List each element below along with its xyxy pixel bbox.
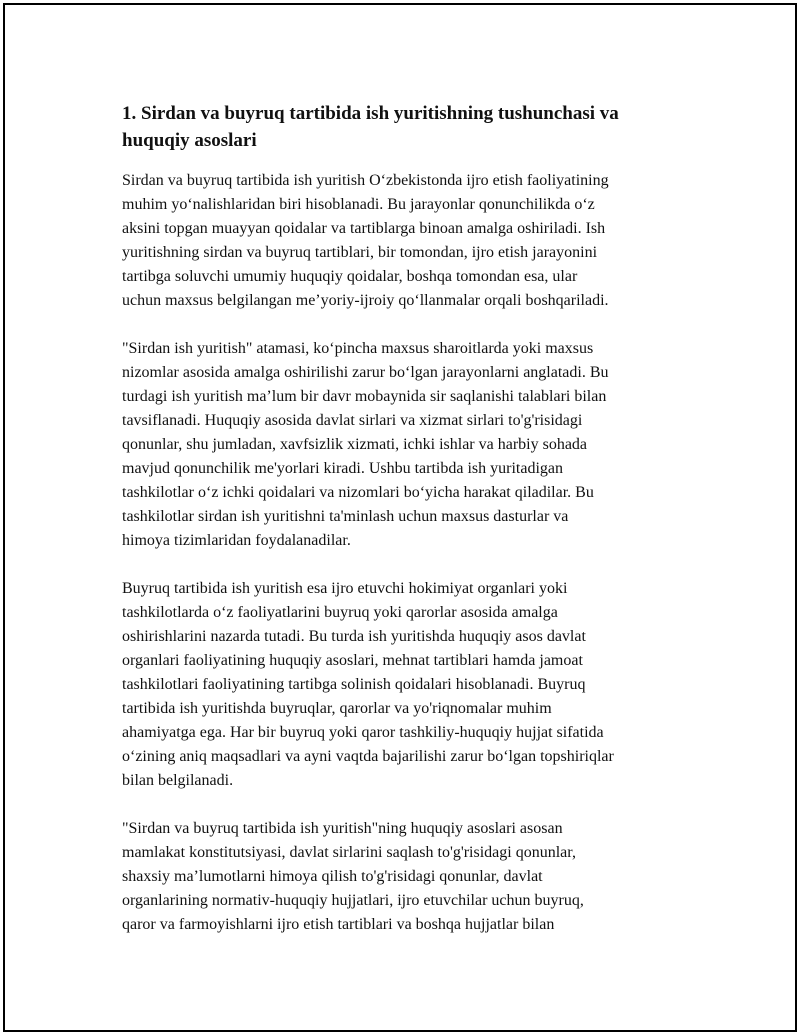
paragraph-4: "Sirdan va buyruq tartibida ish yuritish"ning huquqiy asoslari asosan mamlakat konstitutsiyasi, davlat sirlarini saqlash to'g'risidagi qonunlar, shaxsiy ma’lumotlarni himoya qilish to'g'risidagi qonunlar, davlat organlarining normativ-huquqiy hujjatlari, ijro etuvchilar uchun buyruq, qaror va farmoyishlarni ijro etish tartiblari va boshqa hujjatlar bilan	[122, 820, 584, 933]
paragraph-2: "Sirdan ish yuritish" atamasi, ko‘pincha maxsus sharoitlarda yoki maxsus nizomlar asosida amalga oshirilishi zarur bo‘lgan jarayonlarni anglatadi. Bu turdagi ish yuritish ma’lum bir davr mobaynida sir saqlanishi talablari bilan tavsiflanadi. Huquqiy asosida davlat sirlari va xizmat sirlari to'g'risidagi qonunlar, shu jumladan, xavfsizlik xizmati, ichki ishlar va harbiy sohada mavjud qonunchilik me'yorlari kiradi. Ushbu tartibda ish yuritadigan tashkilotlar o‘z ichki qoidalari va nizomlari bo‘yicha harakat qiladilar. Bu tashkilotlar sirdan ish yuritishni ta'minlash uchun maxsus dasturlar va himoya tizimlaridan foydalanadilar.	[122, 340, 609, 549]
section-heading: 1. Sirdan va buyruq tartibida ish yuritishning tushunchasi va huquqiy asoslari	[122, 103, 619, 151]
paragraph-3: Buyruq tartibida ish yuritish esa ijro etuvchi hokimiyat organlari yoki tashkilotlarda o‘z faoliyatlarini buyruq yoki qarorlar asosida amalga oshirishlarini nazarda tutadi. Bu turda ish yuritishda huquqiy asos davlat organlari faoliyatining huquqiy asoslari, mehnat tartiblari hamda jamoat tashkilotlari faoliyatining tartibga solinish qoidalari hisoblanadi. Buyruq tartibida ish yuritishda buyruqlar, qarorlar va yo'riqnomalar muhim ahamiyatga ega. Har bir buyruq yoki qaror tashkiliy-huquqiy hujjat sifatida o‘zining aniq maqsadlari va ayni vaqtda bajarilishi zarur bo‘lgan topshiriqlar bilan belgilanadi.	[122, 580, 614, 789]
document-body	[122, 100, 692, 937]
document-page	[3, 3, 797, 1032]
paragraph-1: Sirdan va buyruq tartibida ish yuritish O‘zbekistonda ijro etish faoliyatining muhim yo‘nalishlaridan biri hisoblanadi. Bu jarayonlar qonunchilikda o‘z aksini topgan muayyan qoidalar va tartiblarga binoan amalga oshiriladi. Ish yuritishning sirdan va buyruq tartiblari, bir tomondan, ijro etish jarayonini tartibga soluvchi umumiy huquqiy qoidalar, boshqa tomondan esa, ular uchun maxsus belgilangan me’yoriy-ijroiy qo‘llanmalar orqali boshqariladi.	[122, 172, 609, 309]
